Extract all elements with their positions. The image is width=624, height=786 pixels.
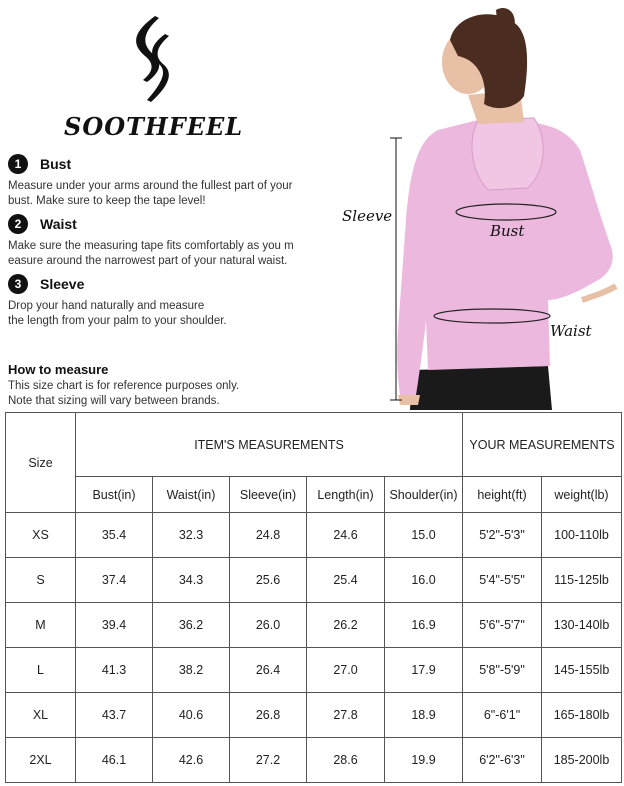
table-cell: 165-180lb: [542, 693, 622, 738]
table-cell: 5'8"-5'9": [463, 648, 542, 693]
table-row: [6, 648, 622, 693]
table-cell: 26.0: [230, 603, 307, 648]
waist-label: Waist: [550, 322, 592, 340]
column-header: Length(in): [307, 477, 385, 513]
sleeve-label: Sleeve: [342, 207, 393, 225]
step-number: 3: [8, 274, 28, 294]
table-cell: 37.4: [76, 558, 153, 603]
table-cell: 25.6: [230, 558, 307, 603]
brand-name: SOOTHFEEL: [64, 112, 244, 141]
column-header: height(ft): [463, 477, 542, 513]
bust-label: Bust: [490, 222, 525, 240]
step-number: 1: [8, 154, 28, 174]
how-to-title: How to measure: [8, 362, 109, 377]
table-row: [6, 513, 622, 558]
table-cell: 26.2: [307, 603, 385, 648]
model-figure-icon: [328, 0, 624, 410]
item-measurements-header: ITEM'S MEASUREMENTS: [76, 413, 463, 477]
table-cell: 17.9: [385, 648, 463, 693]
step-title: Sleeve: [40, 276, 85, 292]
table-cell: 27.2: [230, 738, 307, 783]
size-cell: M: [6, 603, 76, 648]
table-cell: 18.9: [385, 693, 463, 738]
step-sleeve: [8, 274, 323, 334]
step-title: Bust: [40, 156, 72, 172]
table-cell: 5'6"-5'7": [463, 603, 542, 648]
table-cell: 5'2"-5'3": [463, 513, 542, 558]
size-cell: S: [6, 558, 76, 603]
table-cell: 35.4: [76, 513, 153, 558]
table-cell: 32.3: [153, 513, 230, 558]
brand-logo-icon: [125, 14, 175, 106]
table-cell: 24.8: [230, 513, 307, 558]
how-to-text: This size chart is for reference purposes only. Note that sizing will vary between brands.: [8, 380, 240, 407]
size-cell: L: [6, 648, 76, 693]
table-cell: 36.2: [153, 603, 230, 648]
column-header: Bust(in): [76, 477, 153, 513]
step-title: Waist: [40, 216, 77, 232]
size-cell: XL: [6, 693, 76, 738]
column-header: Waist(in): [153, 477, 230, 513]
size-cell: 2XL: [6, 738, 76, 783]
table-cell: 16.9: [385, 603, 463, 648]
table-row: [6, 603, 622, 648]
table-cell: 27.0: [307, 648, 385, 693]
table-cell: 40.6: [153, 693, 230, 738]
table-cell: 24.6: [307, 513, 385, 558]
table-cell: 185-200lb: [542, 738, 622, 783]
size-header: Size: [6, 413, 76, 513]
table-cell: 5'4"-5'5": [463, 558, 542, 603]
table-cell: 15.0: [385, 513, 463, 558]
step-waist: [8, 214, 323, 274]
table-cell: 43.7: [76, 693, 153, 738]
table-cell: 130-140lb: [542, 603, 622, 648]
table-cell: 38.2: [153, 648, 230, 693]
column-header: Shoulder(in): [385, 477, 463, 513]
table-row: [6, 693, 622, 738]
step-bust: [8, 154, 323, 214]
model-photo: [328, 0, 624, 410]
table-cell: 34.3: [153, 558, 230, 603]
table-cell: 41.3: [76, 648, 153, 693]
size-chart-table: [5, 412, 622, 783]
your-measurements-header: YOUR MEASUREMENTS: [463, 413, 622, 477]
table-cell: 46.1: [76, 738, 153, 783]
table-cell: 42.6: [153, 738, 230, 783]
table-cell: 39.4: [76, 603, 153, 648]
table-cell: 6"-6'1": [463, 693, 542, 738]
table-cell: 19.9: [385, 738, 463, 783]
table-cell: 27.8: [307, 693, 385, 738]
table-row: [6, 558, 622, 603]
table-cell: 100-110lb: [542, 513, 622, 558]
table-cell: 28.6: [307, 738, 385, 783]
step-description: Measure under your arms around the fullest part of your bust. Make sure to keep the tape level!: [8, 180, 293, 207]
step-number: 2: [8, 214, 28, 234]
column-header-row: [6, 477, 622, 513]
table-cell: 26.4: [230, 648, 307, 693]
table-cell: 115-125lb: [542, 558, 622, 603]
table-row: [6, 738, 622, 783]
column-header: weight(lb): [542, 477, 622, 513]
table-cell: 6'2"-6'3": [463, 738, 542, 783]
table-cell: 26.8: [230, 693, 307, 738]
step-description: Make sure the measuring tape fits comfortably as you m easure around the narrowest part of your natural waist.: [8, 240, 294, 267]
column-header: Sleeve(in): [230, 477, 307, 513]
table-header-row: [6, 413, 622, 477]
table-cell: 145-155lb: [542, 648, 622, 693]
size-cell: XS: [6, 513, 76, 558]
measure-steps: [8, 154, 323, 334]
how-to-measure: [8, 362, 328, 408]
table-cell: 25.4: [307, 558, 385, 603]
step-description: Drop your hand naturally and measure the length from your palm to your shoulder.: [8, 300, 227, 327]
table-cell: 16.0: [385, 558, 463, 603]
